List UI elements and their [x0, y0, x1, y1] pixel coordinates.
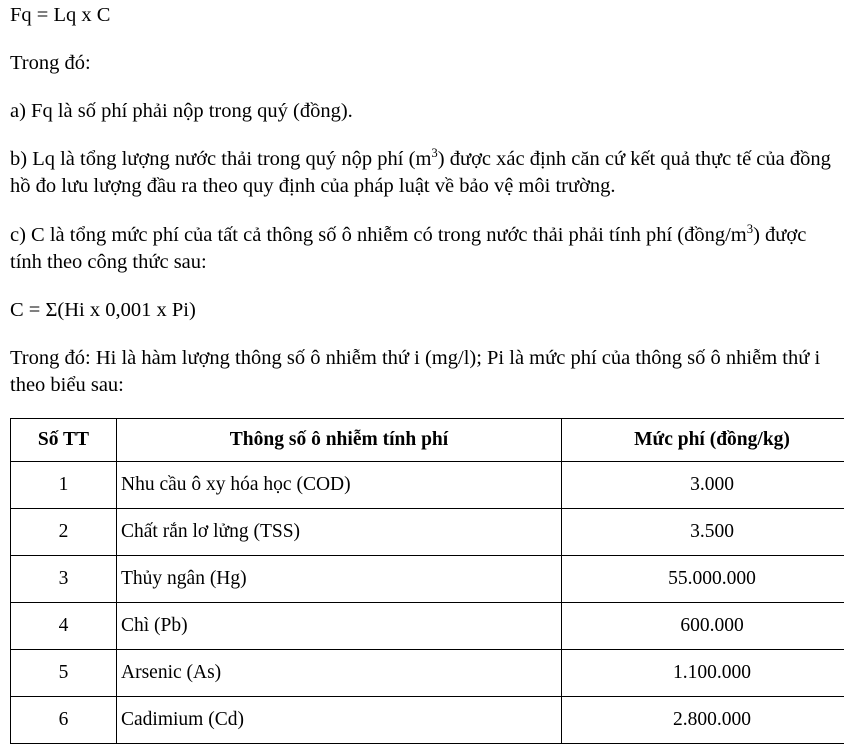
cell-fee: 3.000: [562, 462, 844, 509]
table-body: [11, 462, 844, 744]
cell-parameter: Chất rắn lơ lửng (TSS): [117, 509, 562, 556]
table-row: [11, 697, 844, 744]
formula-c: C = Σ(Hi x 0,001 x Pi): [10, 297, 196, 324]
cell-fee: 2.800.000: [562, 697, 844, 744]
cell-no: 6: [11, 697, 117, 744]
paragraph-b-part2: ) được xác định căn cứ kết quả thực tế của đồng hồ đo lưu lượng đầu ra theo quy định của pháp luật về bảo vệ môi trường.: [10, 148, 836, 197]
formula-fq: Fq = Lq x C: [10, 2, 110, 29]
cell-no: 4: [11, 603, 117, 650]
cell-fee: 1.100.000: [562, 650, 844, 697]
column-header-parameter: Thông số ô nhiễm tính phí: [117, 419, 562, 462]
cell-fee: 600.000: [562, 603, 844, 650]
table-row: [11, 556, 844, 603]
cell-parameter: Arsenic (As): [117, 650, 562, 697]
paragraph-c: [10, 222, 836, 276]
cell-parameter: Nhu cầu ô xy hóa học (COD): [117, 462, 562, 509]
table-row: [11, 650, 844, 697]
paragraph-a: a) Fq là số phí phải nộp trong quý (đồng).: [10, 98, 836, 125]
paragraph-c-part1: c) C là tổng mức phí của tất cả thông số ô nhiễm có trong nước thải phải tính phí (đồng/m: [10, 224, 747, 246]
paragraph-b-part1: b) Lq là tổng lượng nước thải trong quý nộp phí (m: [10, 148, 431, 170]
cell-parameter: Cadimium (Cd): [117, 697, 562, 744]
table-row: [11, 509, 844, 556]
paragraph-b: [10, 146, 836, 200]
cell-parameter: Thủy ngân (Hg): [117, 556, 562, 603]
note-paragraph: Trong đó: Hi là hàm lượng thông số ô nhiễm thứ i (mg/l); Pi là mức phí của thông số ô nhiễm thứ i theo biểu sau:: [10, 345, 836, 399]
paragraph-c-superscript: 3: [747, 222, 753, 236]
table-header: [11, 419, 844, 462]
paragraph-b-superscript: 3: [431, 146, 437, 160]
paragraph-c-part2: ) được tính theo công thức sau:: [10, 224, 812, 273]
cell-no: 1: [11, 462, 117, 509]
table-row: [11, 603, 844, 650]
table-header-row: [11, 419, 844, 462]
cell-no: 5: [11, 650, 117, 697]
cell-fee: 3.500: [562, 509, 844, 556]
table-row: [11, 462, 844, 509]
cell-no: 2: [11, 509, 117, 556]
cell-parameter: Chì (Pb): [117, 603, 562, 650]
cell-fee: 55.000.000: [562, 556, 844, 603]
intro-label: Trong đó:: [10, 50, 836, 77]
column-header-fee: Mức phí (đồng/kg): [562, 419, 844, 462]
cell-no: 3: [11, 556, 117, 603]
column-header-no: Số TT: [11, 419, 117, 462]
pollution-fee-table: [10, 418, 844, 744]
